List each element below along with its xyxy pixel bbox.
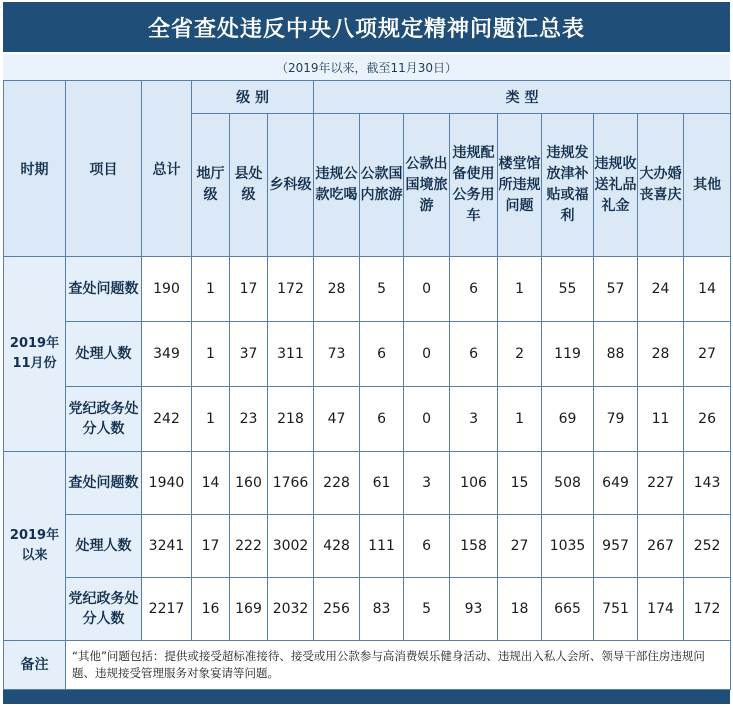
summary-table-document (3, 2, 730, 704)
value-cell: 242 (142, 387, 192, 452)
value-cell: 79 (594, 387, 638, 452)
item-cell: 查处问题数 (66, 452, 142, 515)
value-cell: 24 (638, 257, 684, 322)
item-cell: 查处问题数 (66, 257, 142, 322)
value-cell: 1 (498, 257, 542, 322)
header-row-1 (4, 81, 731, 114)
header-type-1: 违规公款吃喝 (314, 114, 360, 257)
table-row (4, 257, 731, 322)
value-cell: 2 (498, 322, 542, 387)
value-cell: 174 (638, 578, 684, 641)
value-cell: 0 (404, 322, 450, 387)
value-cell: 6 (450, 322, 498, 387)
header-type-2: 公款国内旅游 (360, 114, 404, 257)
value-cell: 6 (404, 515, 450, 578)
value-cell: 160 (230, 452, 268, 515)
note-text: “其他”问题包括：提供或接受超标准接待、接受或用公款参与高消费娱乐健身活动、违规出入私人会所、领导干部住房违规问题、违规接受管理服务对象宴请等问题。 (66, 641, 731, 690)
value-cell: 3002 (268, 515, 314, 578)
value-cell: 17 (192, 515, 230, 578)
value-cell: 6 (360, 322, 404, 387)
value-cell: 47 (314, 387, 360, 452)
value-cell: 3 (404, 452, 450, 515)
header-type-group: 类 型 (314, 81, 731, 114)
value-cell: 55 (542, 257, 594, 322)
value-cell: 6 (450, 257, 498, 322)
value-cell: 143 (684, 452, 731, 515)
value-cell: 228 (314, 452, 360, 515)
value-cell: 190 (142, 257, 192, 322)
value-cell: 69 (542, 387, 594, 452)
value-cell: 1940 (142, 452, 192, 515)
value-cell: 18 (498, 578, 542, 641)
item-cell: 党纪政务处分人数 (66, 578, 142, 641)
header-total: 总计 (142, 81, 192, 257)
value-cell: 222 (230, 515, 268, 578)
value-cell: 5 (360, 257, 404, 322)
value-cell: 172 (684, 578, 731, 641)
value-cell: 428 (314, 515, 360, 578)
value-cell: 158 (450, 515, 498, 578)
value-cell: 649 (594, 452, 638, 515)
period-cell: 2019年11月份 (4, 257, 66, 452)
value-cell: 172 (268, 257, 314, 322)
value-cell: 1 (192, 387, 230, 452)
value-cell: 267 (638, 515, 684, 578)
value-cell: 0 (404, 387, 450, 452)
value-cell: 5 (404, 578, 450, 641)
value-cell: 61 (360, 452, 404, 515)
note-row (4, 641, 731, 690)
value-cell: 93 (450, 578, 498, 641)
value-cell: 751 (594, 578, 638, 641)
value-cell: 73 (314, 322, 360, 387)
summary-table (3, 80, 731, 690)
value-cell: 23 (230, 387, 268, 452)
table-row (4, 515, 731, 578)
value-cell: 14 (684, 257, 731, 322)
value-cell: 6 (360, 387, 404, 452)
value-cell: 1 (192, 322, 230, 387)
value-cell: 0 (404, 257, 450, 322)
value-cell: 28 (314, 257, 360, 322)
value-cell: 119 (542, 322, 594, 387)
header-type-6: 违规发放津补贴或福利 (542, 114, 594, 257)
table-subtitle: （2019年以来，截至11月30日） (3, 52, 730, 80)
value-cell: 14 (192, 452, 230, 515)
value-cell: 27 (684, 322, 731, 387)
value-cell: 218 (268, 387, 314, 452)
value-cell: 1766 (268, 452, 314, 515)
value-cell: 311 (268, 322, 314, 387)
value-cell: 1035 (542, 515, 594, 578)
value-cell: 28 (638, 322, 684, 387)
value-cell: 2217 (142, 578, 192, 641)
value-cell: 169 (230, 578, 268, 641)
header-level-1: 地厅级 (192, 114, 230, 257)
header-type-4: 违规配备使用公务用车 (450, 114, 498, 257)
header-type-8: 大办婚丧喜庆 (638, 114, 684, 257)
value-cell: 17 (230, 257, 268, 322)
value-cell: 15 (498, 452, 542, 515)
value-cell: 508 (542, 452, 594, 515)
header-type-3: 公款出国境旅游 (404, 114, 450, 257)
header-level-group: 级 别 (192, 81, 314, 114)
value-cell: 957 (594, 515, 638, 578)
value-cell: 27 (498, 515, 542, 578)
value-cell: 11 (638, 387, 684, 452)
header-period: 时期 (4, 81, 66, 257)
value-cell: 111 (360, 515, 404, 578)
value-cell: 227 (638, 452, 684, 515)
table-title: 全省查处违反中央八项规定精神问题汇总表 (147, 16, 585, 42)
value-cell: 1 (498, 387, 542, 452)
value-cell: 88 (594, 322, 638, 387)
header-type-5: 楼堂馆所违规问题 (498, 114, 542, 257)
note-label: 备注 (4, 641, 66, 690)
value-cell: 16 (192, 578, 230, 641)
table-row (4, 387, 731, 452)
value-cell: 37 (230, 322, 268, 387)
header-level-2: 县处级 (230, 114, 268, 257)
table-row (4, 322, 731, 387)
header-level-3: 乡科级 (268, 114, 314, 257)
value-cell: 349 (142, 322, 192, 387)
value-cell: 106 (450, 452, 498, 515)
value-cell: 3 (450, 387, 498, 452)
period-cell: 2019年以来 (4, 452, 66, 641)
table-row (4, 452, 731, 515)
value-cell: 2032 (268, 578, 314, 641)
value-cell: 252 (684, 515, 731, 578)
item-cell: 处理人数 (66, 322, 142, 387)
value-cell: 1 (192, 257, 230, 322)
table-row (4, 578, 731, 641)
value-cell: 3241 (142, 515, 192, 578)
item-cell: 党纪政务处分人数 (66, 387, 142, 452)
value-cell: 665 (542, 578, 594, 641)
value-cell: 83 (360, 578, 404, 641)
value-cell: 26 (684, 387, 731, 452)
value-cell: 57 (594, 257, 638, 322)
item-cell: 处理人数 (66, 515, 142, 578)
header-type-9: 其他 (684, 114, 731, 257)
header-item: 项目 (66, 81, 142, 257)
header-type-7: 违规收送礼品礼金 (594, 114, 638, 257)
value-cell: 256 (314, 578, 360, 641)
